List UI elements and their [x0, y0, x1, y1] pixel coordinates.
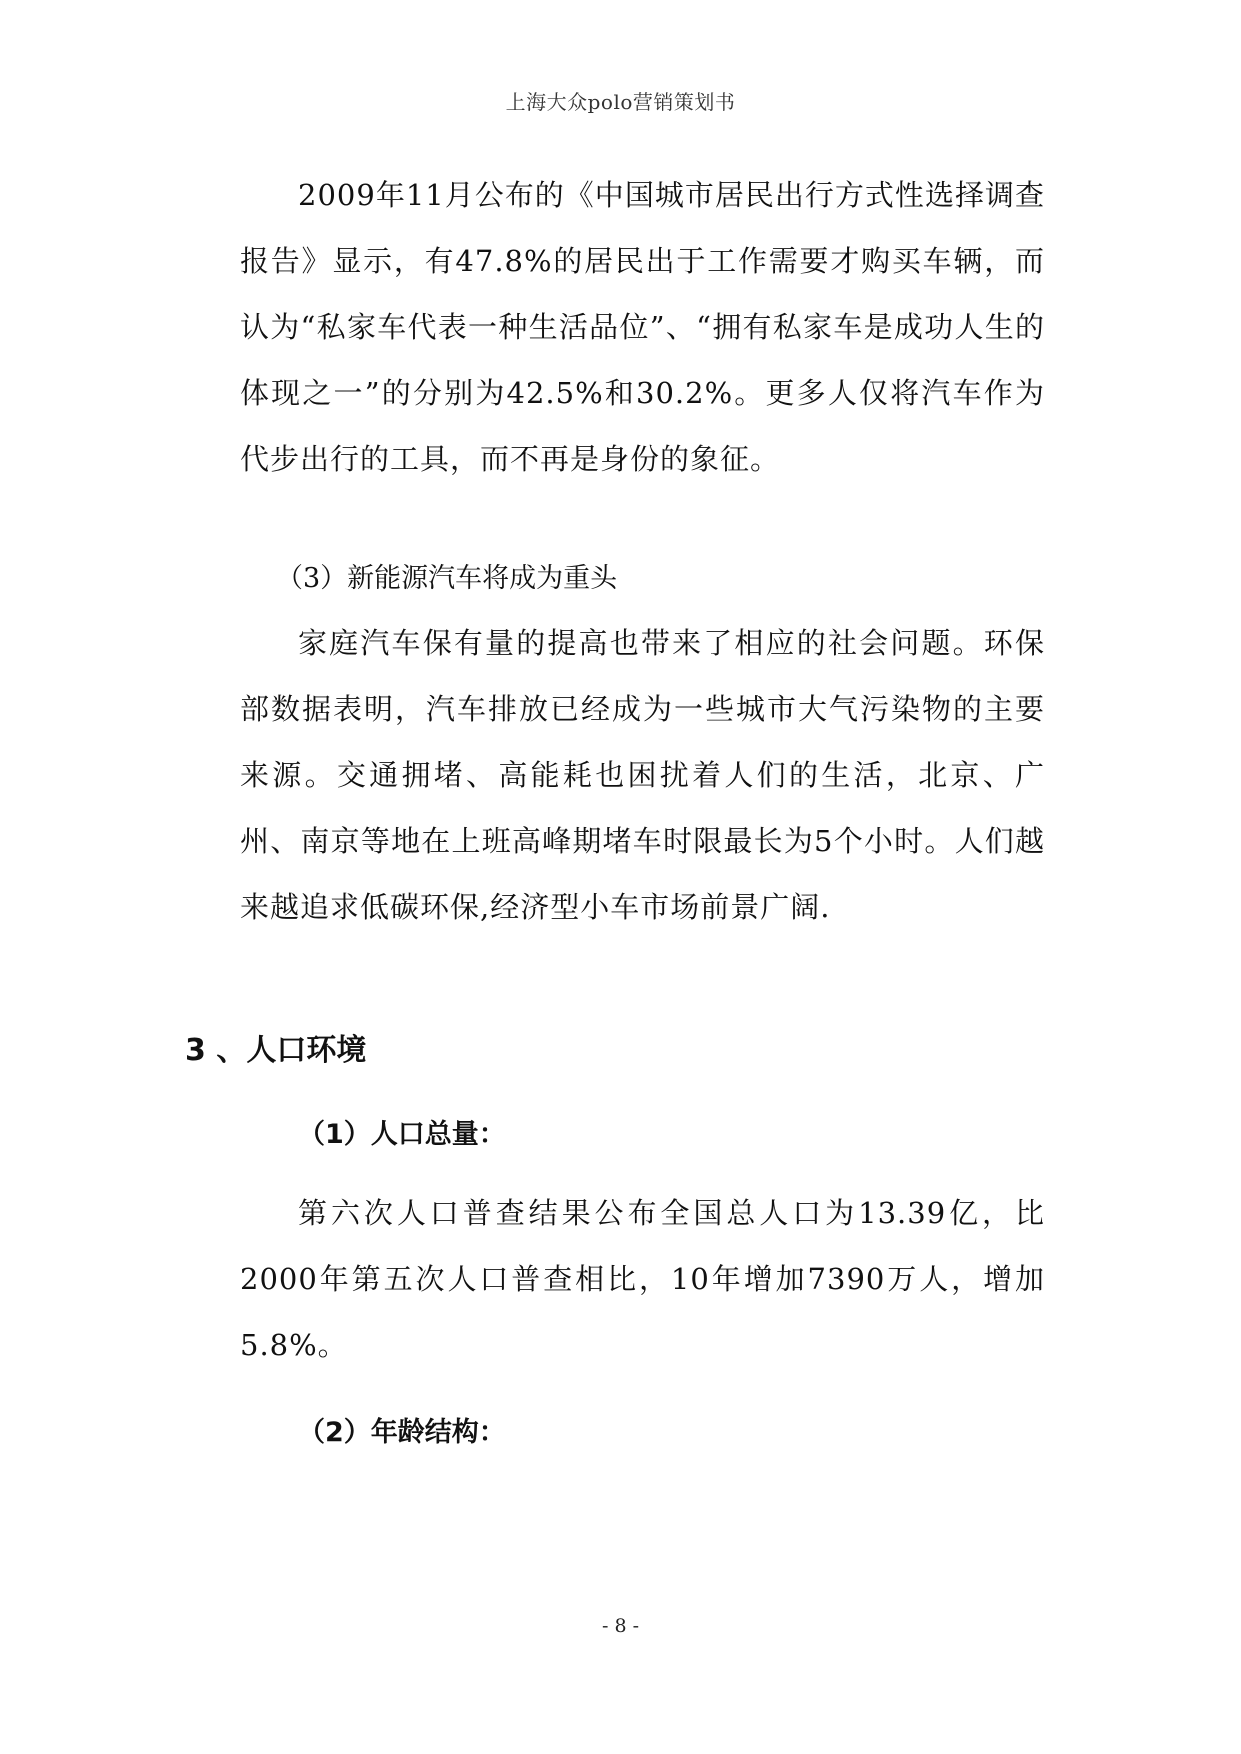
- paragraph-travel-survey: 2009年11月公布的《中国城市居民出行方式性选择调查报告》显示，有47.8%的居民出于工作需要才购买车辆，而认为“私家车代表一种生活品位”、“拥有私家车是成功人生的体现之一”的分别为42.5%和30.2%。更多人仅将汽车作为代步出行的工具，而不再是身份的象征。: [240, 178, 1045, 476]
- subheading-population-total: （1）人口总量：: [298, 1119, 506, 1150]
- page-content: [185, 162, 1045, 1468]
- page-header: 上海大众polo营销策划书: [505, 90, 736, 114]
- paragraph-census: 第六次人口普查结果公布全国总人口为13.39亿，比2000年第五次人口普查相比，10年增加7390万人，增加5.8%。: [240, 1196, 1045, 1362]
- section-heading-population: 3 、人口环境: [185, 1033, 367, 1068]
- paragraph-environment: 家庭汽车保有量的提高也带来了相应的社会问题。环保部数据表明，汽车排放已经成为一些城市大气污染物的主要来源。交通拥堵、高能耗也困扰着人们的生活，北京、广州、南京等地在上班高峰期堵车时限最长为5个小时。人们越来越追求低碳环保,经济型小车市场前景广阔.: [240, 626, 1045, 924]
- subheading-age-structure: （2）年龄结构：: [298, 1417, 506, 1448]
- spacer: [240, 1170, 1045, 1180]
- subheading-new-energy: （3）新能源汽车将成为重头: [276, 563, 618, 594]
- spacer: [240, 1086, 1045, 1100]
- spacer: [240, 940, 1045, 1016]
- page-number: - 8 -: [601, 1615, 639, 1637]
- spacer: [240, 1378, 1045, 1398]
- header-rule: [240, 122, 1040, 123]
- spacer: [240, 492, 1045, 548]
